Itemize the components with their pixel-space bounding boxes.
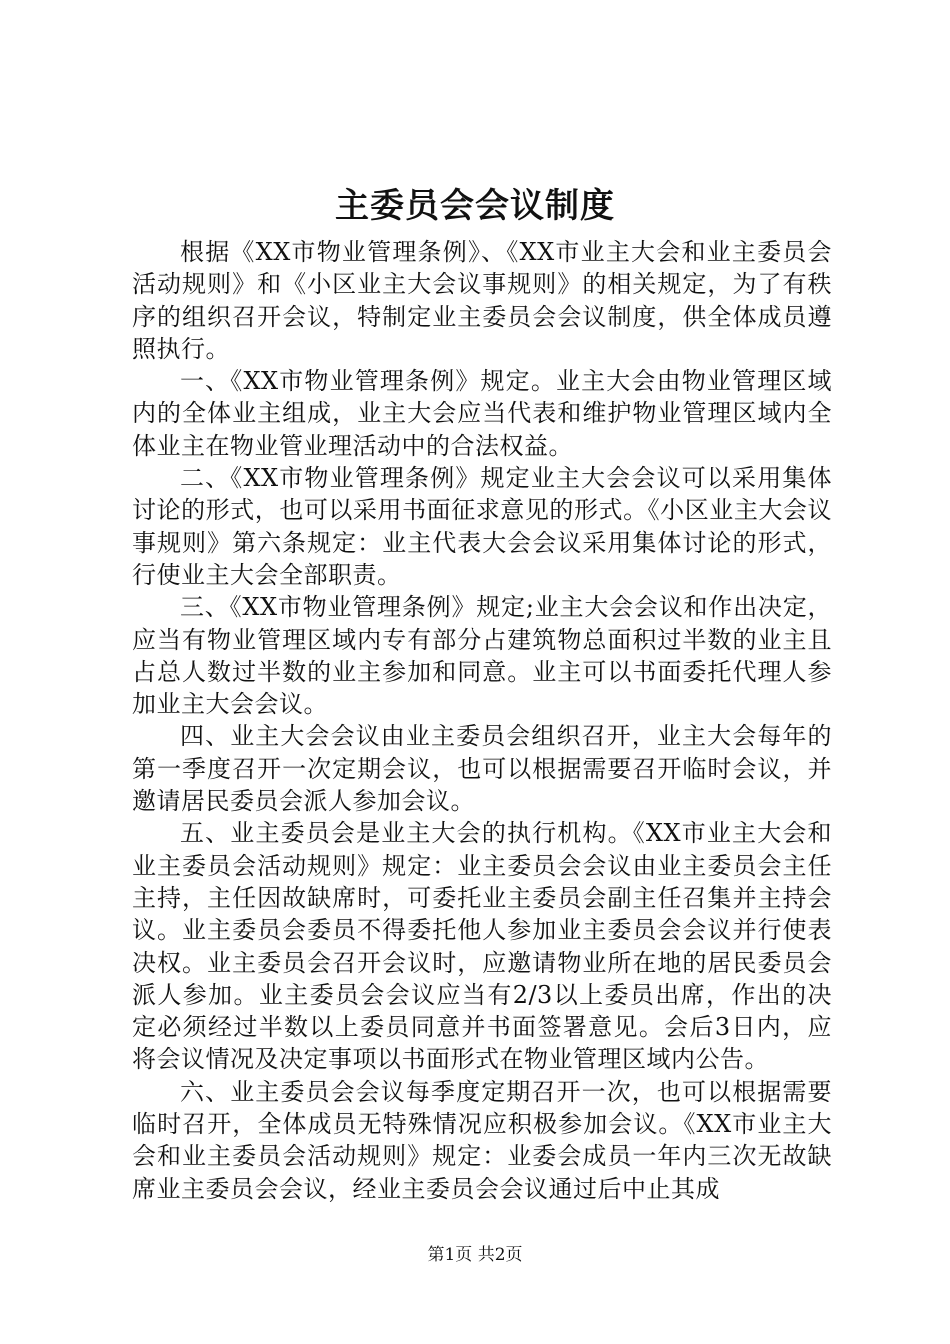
paragraph-2: 二、《XX市物业管理条例》规定业主大会会议可以采用集体讨论的形式，也可以采用书面征求意见的形式。《小区业主大会议事规则》第六条规定：业主代表大会会议采用集体讨论的形式，行使业主大会全部职责。 (132, 464, 832, 589)
paragraph-intro: 根据《XX市物业管理条例》、《XX市业主大会和业主委员会活动规则》和《小区业主大会议事规则》的相关规定，为了有秩序的组织召开会议，特制定业主委员会会议制度，供全体成员遵照执行。 (132, 238, 832, 363)
paragraph-6: 六、业主委员会会议每季度定期召开一次，也可以根据需要临时召开，全体成员无特殊情况应积极参加会议。《XX市业主大会和业主委员会活动规则》规定：业委会成员一年内三次无故缺席业主委员会会议，经业主委员会会议通过后中止其成 (132, 1077, 832, 1203)
document-title: 主委员会会议制度 (335, 186, 615, 226)
paragraph-5: 五、业主委员会是业主大会的执行机构。《XX市业主大会和业主委员会活动规则》规定：业主委员会会议由业主委员会主任主持，主任因故缺席时，可委托业主委员会副主任召集并主持会议。业主委员会委员不得委托他人参加业主委员会会议并行使表决权。业主委员会召开会议时，应邀请物业所在地的居民委员会派人参加。业主委员会会议应当有2/3以上委员出席，作出的决定必须经过半数以上委员同意并书面签署意见。会后3日内，应将会议情况及决定事项以书面形式在物业管理区域内公告。 (132, 819, 832, 1074)
paragraph-3: 三、《XX市物业管理条例》规定;业主大会会议和作出决定，应当有物业管理区域内专有部分占建筑物总面积过半数的业主且占总人数过半数的业主参加和同意。业主可以书面委托代理人参加业主大会会议。 (132, 593, 832, 719)
page-number-footer: 第1页 共2页 (427, 1245, 523, 1265)
paragraph-4: 四、业主大会会议由业主委员会组织召开，业主大会每年的第一季度召开一次定期会议，也可以根据需要召开临时会议，并邀请居民委员会派人参加会议。 (132, 722, 832, 816)
paragraph-1: 一、《XX市物业管理条例》规定。业主大会由物业管理区域内的全体业主组成，业主大会应当代表和维护物业管理区域内全体业主在物业管业理活动中的合法权益。 (132, 367, 832, 460)
document-body (132, 236, 832, 1205)
